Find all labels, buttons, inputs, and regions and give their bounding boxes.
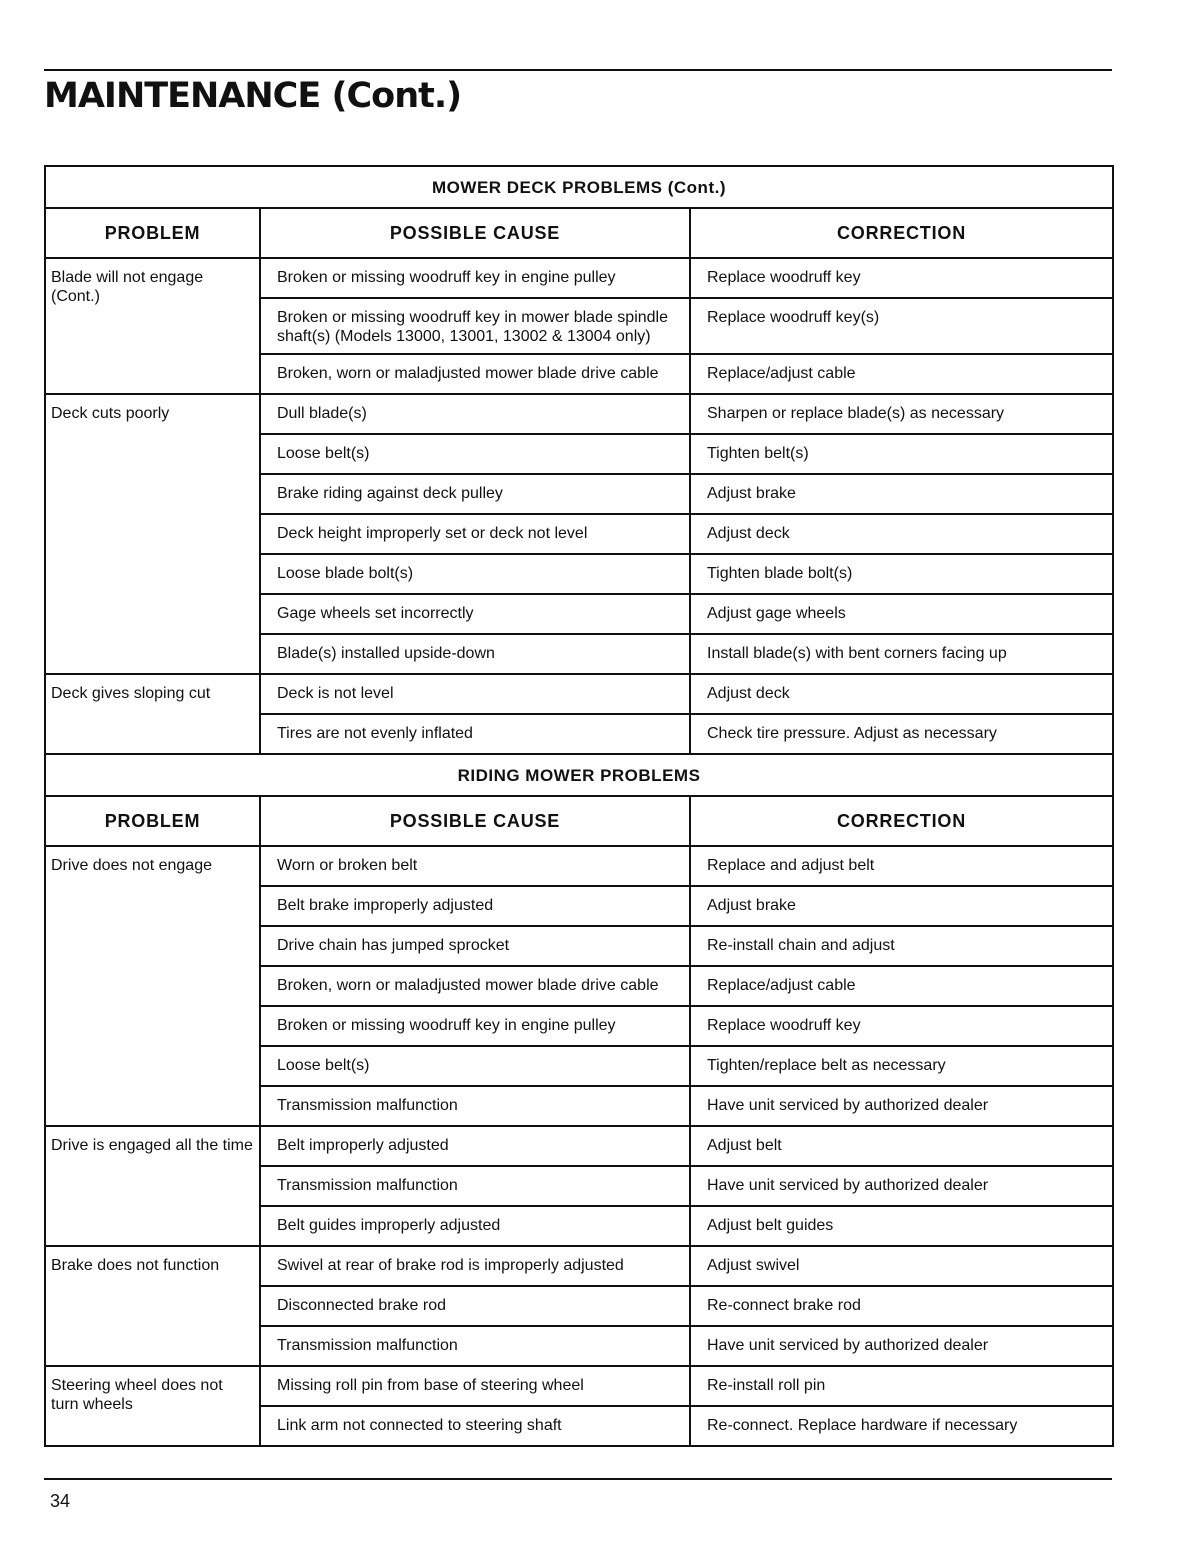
correction-cell: Re-install chain and adjust — [690, 926, 1113, 966]
cause-cell: Worn or broken belt — [260, 846, 690, 886]
cause-cell: Loose belt(s) — [260, 1046, 690, 1086]
section-heading-row — [45, 166, 1113, 208]
cause-cell: Brake riding against deck pulley — [260, 474, 690, 514]
cause-cell: Transmission malfunction — [260, 1326, 690, 1366]
cause-cell: Belt improperly adjusted — [260, 1126, 690, 1166]
table-body — [45, 166, 1113, 1446]
problem-cell: Brake does not function — [45, 1246, 260, 1366]
correction-cell: Check tire pressure. Adjust as necessary — [690, 714, 1113, 754]
correction-cell: Re-install roll pin — [690, 1366, 1113, 1406]
table-row — [45, 1126, 1113, 1166]
table-row — [45, 846, 1113, 886]
cause-column-header: POSSIBLE CAUSE — [260, 796, 690, 846]
cause-cell: Tires are not evenly inflated — [260, 714, 690, 754]
cause-cell: Belt brake improperly adjusted — [260, 886, 690, 926]
correction-cell: Adjust belt — [690, 1126, 1113, 1166]
top-rule — [44, 69, 1112, 71]
problem-column-header: PROBLEM — [45, 208, 260, 258]
cause-cell: Missing roll pin from base of steering wheel — [260, 1366, 690, 1406]
cause-cell: Drive chain has jumped sprocket — [260, 926, 690, 966]
correction-column-header: CORRECTION — [690, 796, 1113, 846]
correction-cell: Sharpen or replace blade(s) as necessary — [690, 394, 1113, 434]
correction-cell: Adjust gage wheels — [690, 594, 1113, 634]
correction-cell: Have unit serviced by authorized dealer — [690, 1326, 1113, 1366]
cause-cell: Transmission malfunction — [260, 1166, 690, 1206]
cause-cell: Belt guides improperly adjusted — [260, 1206, 690, 1246]
cause-cell: Broken or missing woodruff key in engine pulley — [260, 1006, 690, 1046]
cause-cell: Deck height improperly set or deck not level — [260, 514, 690, 554]
problem-cell: Deck cuts poorly — [45, 394, 260, 674]
correction-cell: Re-connect. Replace hardware if necessary — [690, 1406, 1113, 1446]
troubleshooting-table — [44, 165, 1114, 1447]
correction-cell: Tighten blade bolt(s) — [690, 554, 1113, 594]
section-heading: RIDING MOWER PROBLEMS — [45, 754, 1113, 796]
correction-cell: Adjust belt guides — [690, 1206, 1113, 1246]
section-heading: MOWER DECK PROBLEMS (Cont.) — [45, 166, 1113, 208]
section-heading-row — [45, 754, 1113, 796]
correction-cell: Adjust brake — [690, 886, 1113, 926]
correction-cell: Adjust deck — [690, 514, 1113, 554]
cause-cell: Broken or missing woodruff key in engine pulley — [260, 258, 690, 298]
correction-cell: Have unit serviced by authorized dealer — [690, 1166, 1113, 1206]
problem-cell: Drive is engaged all the time — [45, 1126, 260, 1246]
correction-cell: Adjust brake — [690, 474, 1113, 514]
cause-cell: Broken, worn or maladjusted mower blade drive cable — [260, 966, 690, 1006]
cause-cell: Dull blade(s) — [260, 394, 690, 434]
table-row — [45, 394, 1113, 434]
correction-cell: Adjust swivel — [690, 1246, 1113, 1286]
cause-cell: Broken, worn or maladjusted mower blade drive cable — [260, 354, 690, 394]
cause-cell: Disconnected brake rod — [260, 1286, 690, 1326]
cause-cell: Gage wheels set incorrectly — [260, 594, 690, 634]
table-row — [45, 1366, 1113, 1406]
problem-cell: Drive does not engage — [45, 846, 260, 1126]
correction-cell: Replace/adjust cable — [690, 966, 1113, 1006]
cause-cell: Blade(s) installed upside-down — [260, 634, 690, 674]
correction-cell: Replace/adjust cable — [690, 354, 1113, 394]
table-row — [45, 258, 1113, 298]
correction-cell: Install blade(s) with bent corners facing up — [690, 634, 1113, 674]
cause-cell: Deck is not level — [260, 674, 690, 714]
problem-column-header: PROBLEM — [45, 796, 260, 846]
correction-cell: Tighten/replace belt as necessary — [690, 1046, 1113, 1086]
correction-cell: Replace and adjust belt — [690, 846, 1113, 886]
cause-cell: Loose belt(s) — [260, 434, 690, 474]
table-row — [45, 674, 1113, 714]
cause-cell: Loose blade bolt(s) — [260, 554, 690, 594]
cause-cell: Link arm not connected to steering shaft — [260, 1406, 690, 1446]
cause-column-header: POSSIBLE CAUSE — [260, 208, 690, 258]
correction-cell: Have unit serviced by authorized dealer — [690, 1086, 1113, 1126]
table-row — [45, 1246, 1113, 1286]
cause-cell: Broken or missing woodruff key in mower blade spindle shaft(s) (Models 13000, 13001, 13002 & 13004 only) — [260, 298, 690, 354]
page-title: MAINTENANCE (Cont.) — [44, 76, 462, 116]
correction-cell: Replace woodruff key — [690, 1006, 1113, 1046]
column-header-row — [45, 208, 1113, 258]
correction-column-header: CORRECTION — [690, 208, 1113, 258]
column-header-row — [45, 796, 1113, 846]
problem-cell: Blade will not engage (Cont.) — [45, 258, 260, 394]
cause-cell: Swivel at rear of brake rod is improperly adjusted — [260, 1246, 690, 1286]
page-number: 34 — [50, 1491, 71, 1511]
cause-cell: Transmission malfunction — [260, 1086, 690, 1126]
problem-cell: Steering wheel does not turn wheels — [45, 1366, 260, 1446]
correction-cell: Replace woodruff key — [690, 258, 1113, 298]
correction-cell: Tighten belt(s) — [690, 434, 1113, 474]
problem-cell: Deck gives sloping cut — [45, 674, 260, 754]
correction-cell: Replace woodruff key(s) — [690, 298, 1113, 354]
correction-cell: Re-connect brake rod — [690, 1286, 1113, 1326]
bottom-rule — [44, 1478, 1112, 1480]
correction-cell: Adjust deck — [690, 674, 1113, 714]
